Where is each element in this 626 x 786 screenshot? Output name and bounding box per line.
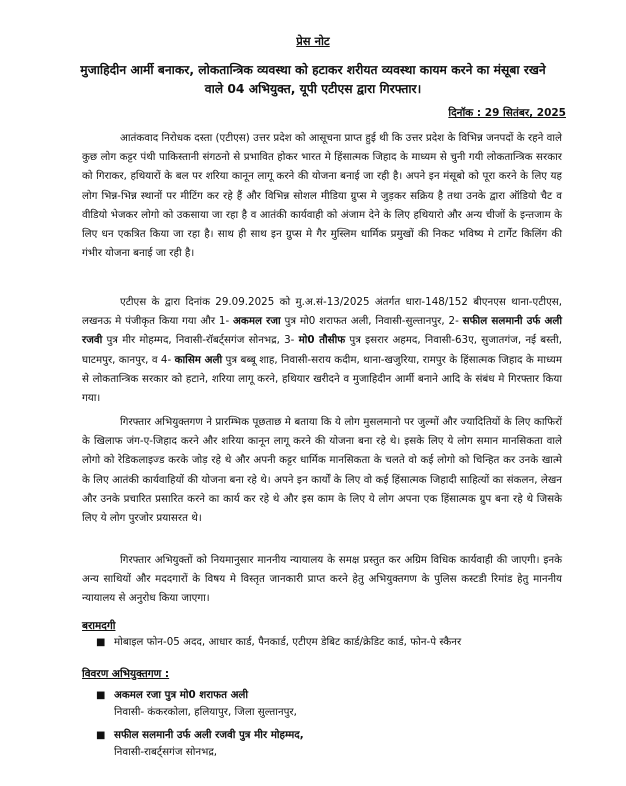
dateline <box>448 106 566 120</box>
arrest-text-4: पुत्र इसरार अहमद, निवासी-63ए, सुजातगंज, नई बस्ती, घाटमपुर, कानपुर, व 4- <box>82 334 562 366</box>
accused-item-address: निवासी- कंकरकोला, हलियापुर, जिला सुल्तानपुर, <box>114 706 297 718</box>
recovery-item <box>96 634 461 651</box>
accused-details-label: विवरण अभियुक्तगण : <box>82 668 170 680</box>
bullet-square-icon: ■ <box>96 730 106 741</box>
paragraph-intelligence: आतंकवाद निरोधक दस्ता (एटीएस) उत्तर प्रदेश को आसूचना प्राप्त हुई थी कि उत्तर प्रदेश के विभिन्न जनपदों के रहने वाले कुछ लोग कट्टर पंथी पाकिस्तानी संगठनो से प्रभावित होकर भारत मे हिंसात्मक जिहाद के माध्यम से चुनी गयी लोकतान्त्रिक सरकार को गिराकर, हथियारों के बल पर शरिया कानून लागू करने की योजना बनाई जा रही है। अपने इन मंसूबो को पूरा करने के लिए यह लोग भिन्न-भिन्न स्थानों पर मीटिंग कर रहे हैं और विभिन्न सोशल मीडिया ग्रुप्स मे जुड़कर सक्रिय है तथा उनके द्वारा ऑडियो चैट व वीडियो भेजकर लोगो को उकसाया जा रहा है व आतंकी कार्यवाही को अंजाम देने के लिए हथियारो और अन्य चीजों के इन्तजाम के लिए धन एकत्रित किया जा रहा है। साथ ही साथ इन ग्रुप्स मे गैर मुस्लिम धार्मिक प्रमुखों की निकट भविष्य मे टार्गेट किलिंग की गंभीर योजना बनाई जा रही है। <box>82 132 562 260</box>
arrest-text-1: एटीएस के द्वारा दिनांक 29.09.2025 को मु.अ.सं-13/2025 अंतर्गत धारा-148/152 बीएनएस थाना-एटीएस, लखनऊ मे पंजीकृत किया गया और 1- <box>82 296 562 328</box>
headline: मुजाहिदीन आर्मी बनाकर, लोकतान्त्रिक व्यवस्था को हटाकर शरीयत व्यवस्था कायम करने का मंसूबा रखने वाले 04 अभियुक्त, यूपी एटीएस द्वारा गिरफ्तार। <box>80 63 546 96</box>
accused-item-name: अकमल रजा पुत्र मो0 शराफत अली <box>114 689 249 701</box>
accused-item-name: सफील सलमानी उर्फ अली रजवी पुत्र मीर मोहम्मद, <box>114 729 304 741</box>
accused-name-2: सफील सलमानी उर्फ अली रजवी <box>82 315 562 347</box>
recovery-item-text: मोबाइल फोन-05 अदद, आधार कार्ड, पैनकार्ड, एटीएम डेबिट कार्ड/क्रेडिट कार्ड, फोन-पे स्कैनर <box>114 636 462 648</box>
accused-item <box>96 687 297 721</box>
arrest-text-3: पुत्र मीर मोहम्मद, निवासी-रॉबर्ट्सगंज सोनभद्र, 3- <box>102 334 299 347</box>
bullet-square-icon: ■ <box>96 637 106 648</box>
bullet-square-icon: ■ <box>96 690 106 701</box>
accused-item <box>96 727 304 761</box>
accused-item-address: निवासी-राबर्ट्सगंज सोनभद्र, <box>114 746 218 758</box>
recovery-label: बरामदगी <box>82 620 116 632</box>
arrest-text-5: पुत्र बब्बू शाह, निवासी-सराय कदीम, थाना-खजुरिया, रामपुर के हिंसात्मक जिहाद के माध्यम से लोकतान्त्रिक सरकार को हटाने, शरिया लागू करने, हथियार खरीदने व मुजाहिदीन आर्मी बनाने आदि के संबंध मे गिरफ्तार किया गया। <box>82 353 563 405</box>
paragraph-interrogation: गिरफ्तार अभियुक्तगण ने प्रारम्भिक पूछताछ मे बताया कि ये लोग मुसलमानो पर जुल्मों और ज्यादितियों के लिए काफिरों के खिलाफ जंग-ए-जिहाद करने और शरिया कानून लागू करने की योजना बना रहे थे। इसके लिए ये लोग समान मानसिकता वाले लोगो को रेडिकलाइज्ड करके जोड़ रहे थे और अपनी कट्टर धार्मिक मानसिकता के चलते वो कई लोगो को चिन्हित कर उनके खात्मे के लिए आतंकी कार्यवाहियों की योजना बना रहे थे। अपने इन कार्यों के लिए वो कई हिंसात्मक जिहादी साहित्यों का संकलन, लेखन और उनके प्रचारित प्रसारित करने का कार्य कर रहे थे और इस काम के लिए ये लोग अपना एक हिंसात्मक ग्रुप बना रहे थे जिसके लिए ये लोग पुरजोर प्रयासरत थे। <box>82 416 562 525</box>
accused-name-3: मो0 तौसीफ <box>298 334 346 347</box>
date-label: दिनॉक : 29 सितंबर, 2025 <box>448 107 566 119</box>
arrest-text-2: पुत्र मो0 शराफत अली, निवासी-सुल्तानपुर, 2- <box>280 315 463 328</box>
accused-name-1: अकमल रजा <box>233 315 281 328</box>
press-note-heading: प्रेस नोट <box>296 34 330 48</box>
accused-name-4: कासिम अली <box>174 353 223 366</box>
paragraph-court: गिरफ्तार अभियुक्तों को नियमानुसार माननीय न्यायालय के समक्ष प्रस्तुत कर अग्रिम विधिक कार्यवाही की जाएगी। इनके अन्य साथियों और मददगारों के विषय मे विस्तृत जानकारी प्राप्त करने हेतु अभियुक्तगण के पुलिस कस्टडी रिमांड हेतु माननीय न्यायालय से अनुरोध किया जाएगा। <box>82 554 562 605</box>
paragraph-arrest <box>82 293 562 408</box>
